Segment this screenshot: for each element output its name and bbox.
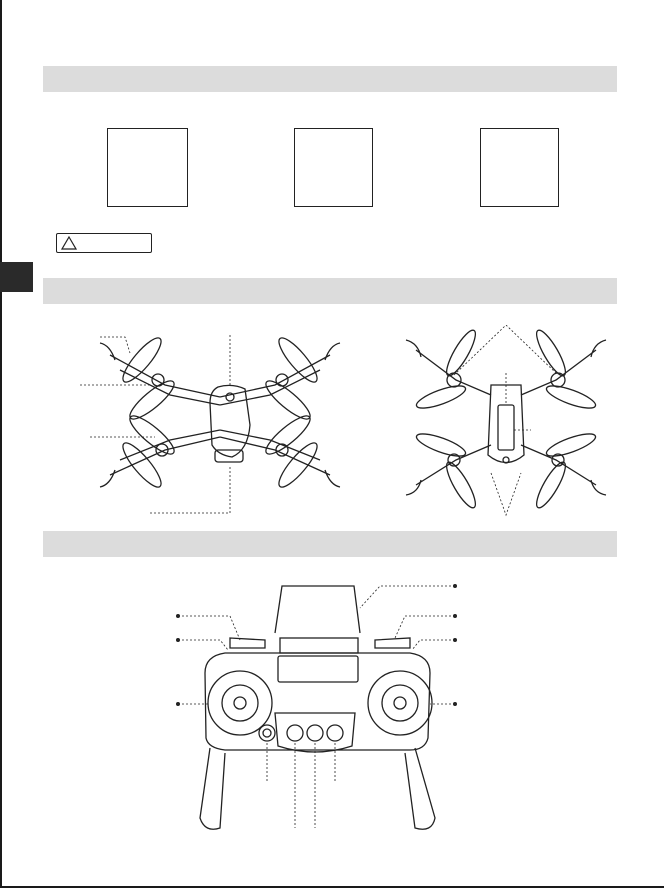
- page-border-bottom: [0, 886, 664, 888]
- page-border-left: [0, 0, 2, 888]
- chapter-tab: [0, 262, 33, 292]
- section-header-1: [43, 66, 617, 92]
- image-placeholder-1: [107, 128, 188, 207]
- section-header-3: [43, 531, 617, 557]
- drone-bottom-view: [396, 325, 616, 520]
- image-placeholder-2: [294, 128, 373, 207]
- remote-controller: [170, 578, 465, 833]
- warning-label: [56, 233, 152, 253]
- section-header-2: [43, 278, 617, 304]
- drone-top-view: [70, 325, 370, 520]
- image-placeholder-3: [480, 128, 559, 207]
- warning-triangle-icon: [61, 236, 77, 250]
